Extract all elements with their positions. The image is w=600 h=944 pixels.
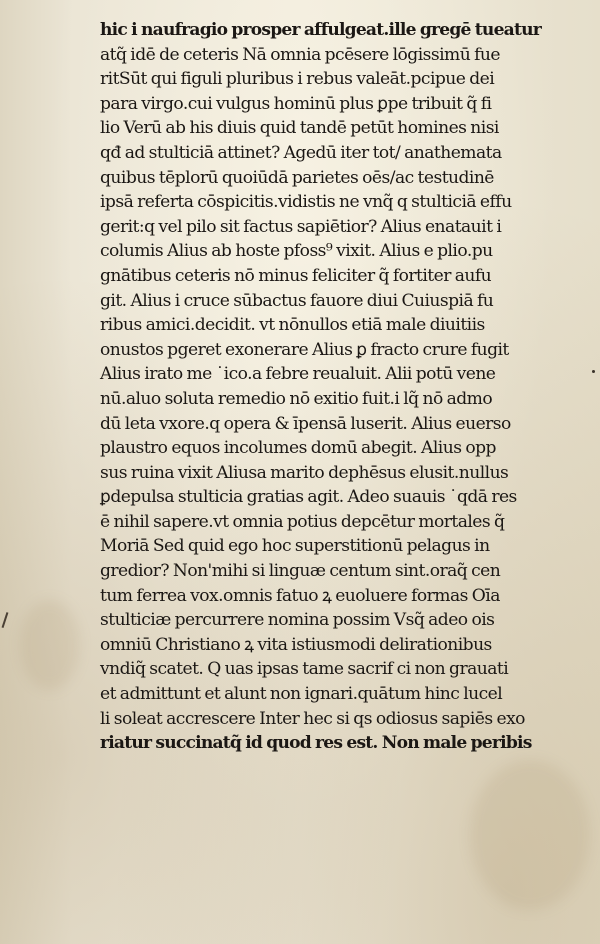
text-line: gnātibus ceteris nō minus feliciter q̃ fortiter aufu (100, 265, 492, 286)
text-line: Moriā Sed quid ego hoc superstitionū pelagus in (100, 536, 490, 557)
text-line: sus ruina vixit Aliusa marito dephēsus elusit.nullus (100, 462, 509, 483)
text-line: atq̃ idē de ceteris Nā omnia pcēsere lōgissimū fue (100, 44, 500, 65)
text-line: ipsā referta cōspicitis.vidistis ne vnq̃ q stulticiā effu (100, 192, 512, 213)
text-line: plaustro equos incolumes domū abegit. Alius opp (100, 438, 496, 459)
text-block (100, 18, 580, 756)
text-line: ꝑdepulsa stulticia gratias agit. Adeo suauis ˙qdā res (100, 487, 517, 508)
margin-mark (2, 612, 8, 628)
text-line: onustos pgeret exonerare Alius ꝑ fracto crure fugit (100, 339, 509, 360)
text-line: omniū Christiano ꝝ vita istiusmodi delirationibus (100, 634, 492, 655)
text-line: gredior? Non'mihi si linguæ centum sint.oraq̃ cen (100, 561, 501, 582)
text-line: gerit:q vel pilo sit factus sapiētior? Alius enatauit i (100, 216, 502, 237)
text-line: git. Alius i cruce sūbactus fauore diui Cuiuspiā fu (100, 290, 494, 311)
text-line: ē nihil sapere.vt omnia potius depcētur mortales q̃ (100, 511, 505, 532)
text-line: li soleat accrescere Inter hec si qs odiosus sapiēs exo (100, 708, 525, 729)
text-line: nū.aluo soluta remedio nō exitio fuit.i lq̃ nō admo (100, 388, 493, 409)
text-line: quibus tēplorū quoiūdā parietes oēs/ac testudinē (100, 167, 494, 188)
text-line: et admittunt et alunt non ignari.quātum hinc lucel (100, 684, 503, 705)
ink-dot (592, 370, 595, 373)
text-line: riatur succinatq̃ id quod res est. Non male peribis (100, 733, 532, 754)
text-line: ritSūt qui figuli pluribus i rebus valeāt.pcipue dei (100, 69, 495, 90)
paper-stain (470, 760, 590, 910)
text-line: ribus amici.decidit. vt nōnullos etiā male diuitiis (100, 315, 485, 336)
text-line: vndiq̃ scatet. Q uas ipsas tame sacrif ci non grauati (100, 659, 509, 680)
text-line: stulticiæ percurrere nomina possim Vsq̃ adeo ois (100, 610, 495, 631)
text-line: columis Alius ab hoste pfoss⁹ vixit. Alius e plio.pu (100, 241, 493, 262)
paper-stain (20, 600, 80, 690)
text-line: tum ferrea vox.omnis fatuo ꝝ euoluere formas Oīa (100, 585, 500, 606)
text-line: dū leta vxore.q opera & īpensā luserit. Alius euerso (100, 413, 511, 434)
text-line: qđ ad stulticiā attinet? Agedū iter tot/ anathemata (100, 142, 502, 163)
text-line: lio Verū ab his diuis quid tandē petūt homines nisi (100, 118, 499, 139)
text-line: hic i naufragio prosper affulgeat.ille gregē tueatur (100, 20, 541, 40)
text-line: Alius irato me ˙ico.a febre reualuit. Alii potū vene (100, 364, 496, 385)
text-line: para virgo.cui vulgus hominū plus ꝑpe tribuit q̃ fi (100, 93, 492, 114)
